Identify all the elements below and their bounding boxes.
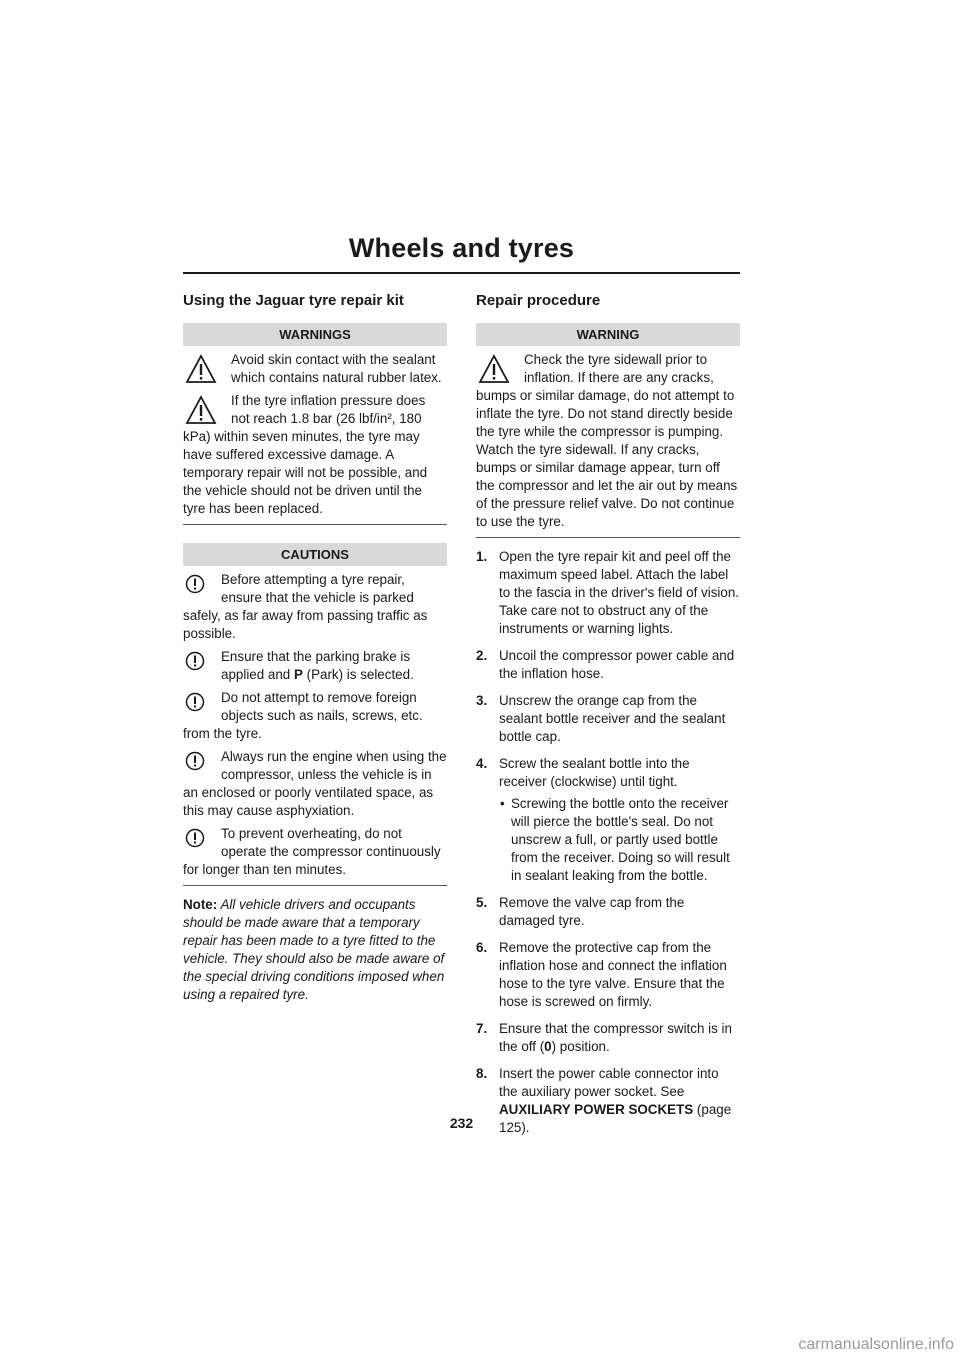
caution-icon [185,574,205,594]
step-number: 4. [476,756,488,771]
caution-icon [185,651,205,671]
step-text: Uncoil the compressor power cable and the inflation hose. [499,648,735,681]
caution-text-pre: Ensure that the parking brake is applied and [221,649,411,682]
note-text: All vehicle drivers and occupants should be made aware that a temporary repair has been made to a tyre fitted to the vehicle. They should also be made aware of the special driving conditions imposed when using a repaired tyre. [183,897,445,1002]
note-paragraph [183,896,447,1004]
warning-text: Avoid skin contact with the sealant which contains natural rubber latex. [231,352,442,385]
warnings-box-title: WARNINGS [183,323,447,346]
step-number: 6. [476,940,488,955]
warning-box [476,323,740,538]
warning-triangle-icon [185,354,217,384]
warning-item [183,351,447,387]
caution-item [183,825,447,879]
step-number: 5. [476,895,488,910]
caution-text: Do not attempt to remove foreign objects such as nails, screws, etc. from the tyre. [183,690,423,741]
caution-icon [185,692,205,712]
warning-triangle-icon [185,395,217,425]
warning-triangle-icon [478,354,510,384]
procedure-step [476,894,740,930]
caution-text: Before attempting a tyre repair, ensure that the vehicle is parked safely, as far away from passing traffic as possible. [183,572,428,641]
note-label: Note: [183,897,218,912]
right-column [476,291,740,1146]
caution-icon [185,751,205,771]
caution-item [183,689,447,743]
bullet-text: Screwing the bottle onto the receiver will pierce the bottle's seal. Do not unscrew a full, or partly used bottle from the receiver. Doing so will result in sealant leaking from the bottle. [511,796,730,883]
procedure-step [476,692,740,746]
caution-text-post: (Park) is selected. [302,667,414,682]
switch-off-label: 0 [544,1039,552,1054]
step-number: 7. [476,1021,488,1036]
left-column [183,291,447,1004]
warning-item [183,392,447,518]
caution-icon [185,828,205,848]
procedure-step [476,939,740,1011]
warning-text: Check the tyre sidewall prior to inflation. If there are any cracks, bumps or similar damage, do not attempt to inflate the tyre. Do not stand directly beside the tyre while the compressor is pumping. Watch the tyre sidewall. If any cracks, bumps or similar damage appear, turn off the compressor and let the air out by means of the pressure relief valve. Do not continue to use the tyre. [476,352,738,529]
caution-item [183,571,447,643]
caution-item [183,748,447,820]
caution-item [183,648,447,684]
page-number: 232 [449,1115,474,1131]
cross-reference-link[interactable]: AUXILIARY POWER SOCKETS [499,1102,694,1117]
step-text: Remove the protective cap from the inflation hose and connect the inflation hose to the tyre valve. Ensure that the hose is screwed on firmly. [499,940,727,1009]
procedure-step [476,548,740,638]
warning-text: If the tyre inflation pressure does not reach 1.8 bar (26 lbf/in², 180 kPa) within seven minutes, the tyre may have suffered excessive damage. A temporary repair will not be possible, and the vehicle should not be driven until the tyre has been replaced. [183,393,428,516]
step-number: 8. [476,1066,488,1081]
step-text-post: (page 125). [499,1102,732,1135]
section-heading-repair-kit: Using the Jaguar tyre repair kit [183,292,404,309]
procedure-step [476,647,740,683]
step-text: Screw the sealant bottle into the receiver (clockwise) until tight. [499,756,690,789]
page-title: Wheels and tyres [348,233,575,263]
procedure-step [476,755,740,885]
park-gear-label: P [293,667,303,682]
title-divider [183,272,740,274]
step-text-post: ) position. [551,1039,610,1054]
warning-item [476,351,740,531]
watermark: carmanualsonline.info [798,1336,954,1353]
cautions-box [183,543,447,886]
step-bullet [499,795,740,885]
procedure-steps [476,548,740,1137]
step-number: 2. [476,648,488,663]
step-text: Unscrew the orange cap from the sealant bottle receiver and the sealant bottle cap. [499,693,726,744]
step-text: Remove the valve cap from the damaged tyre. [499,895,685,928]
step-text-pre: Ensure that the compressor switch is in the off ( [499,1021,732,1054]
warnings-box [183,323,447,525]
caution-text: Always run the engine when using the compressor, unless the vehicle is in an enclosed or poorly ventilated space, as this may cause asphyxiation. [183,749,447,818]
step-text-pre: Insert the power cable connector into the auxiliary power socket. See [499,1066,719,1099]
warning-box-title: WARNING [476,323,740,346]
step-number: 3. [476,693,488,708]
cautions-box-title: CAUTIONS [183,543,447,566]
procedure-step [476,1020,740,1056]
step-text: Open the tyre repair kit and peel off the maximum speed label. Attach the label to the fascia in the driver's field of vision. Take care not to obstruct any of the instruments or warning lights. [499,549,739,636]
step-number: 1. [476,549,488,564]
section-heading-repair-procedure: Repair procedure [476,292,601,309]
bullet-dot-icon: • [500,796,505,811]
caution-text: To prevent overheating, do not operate the compressor continuously for longer than ten minutes. [183,826,441,877]
